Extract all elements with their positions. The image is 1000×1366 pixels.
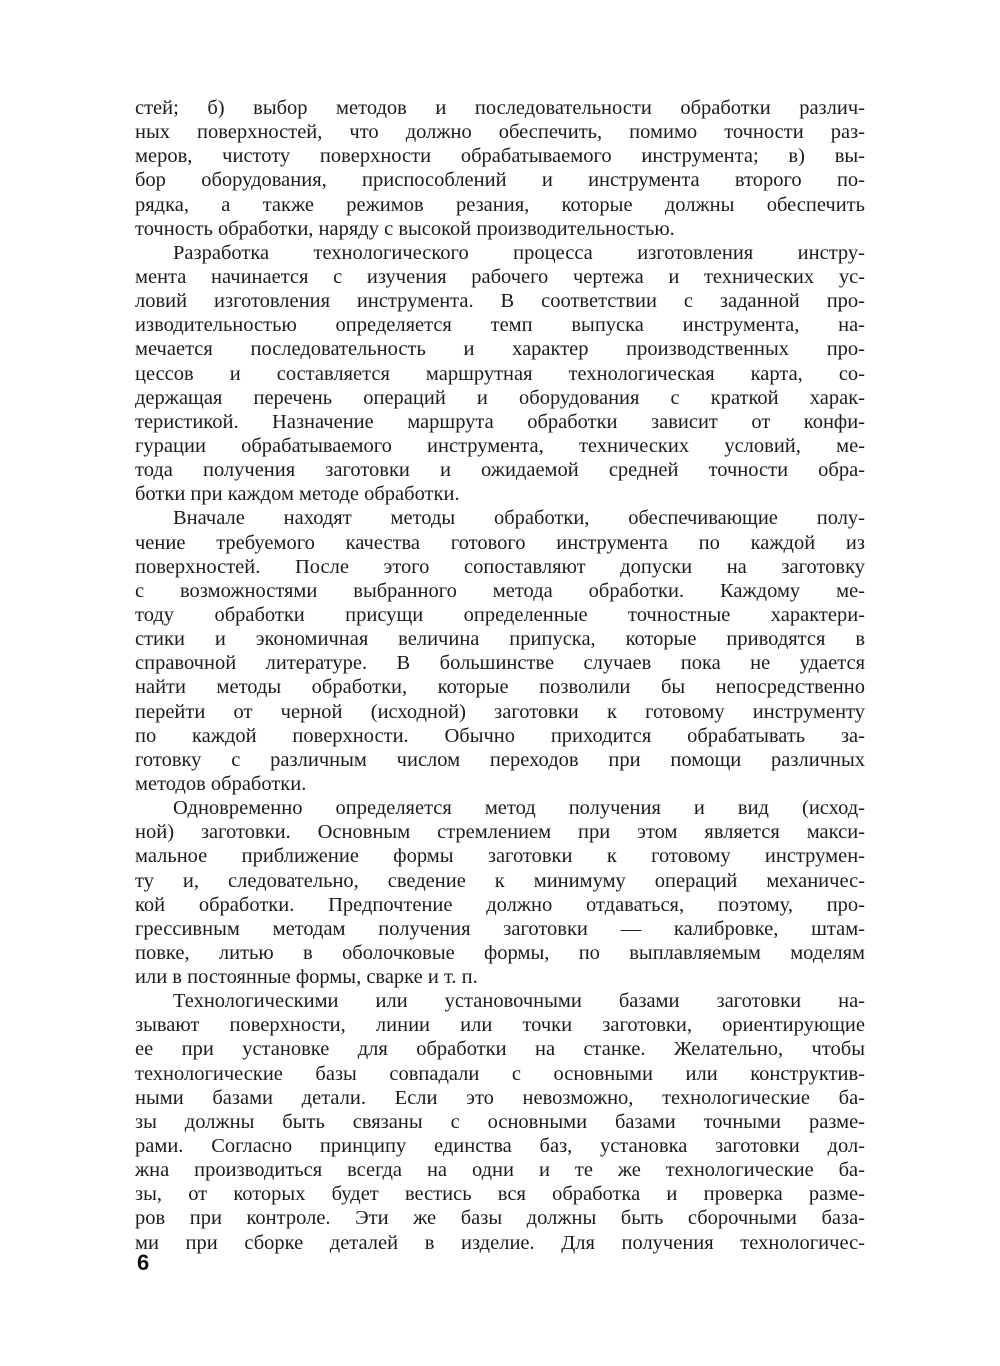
text-line: повке, литью в оболочковые формы, по выплавляемым моделям xyxy=(135,941,865,964)
text-line: изводительностью определяется темп выпуска инструмента, на- xyxy=(135,314,865,337)
text-line: рами. Согласно принципу единства баз, установка заготовки дол- xyxy=(135,1135,865,1158)
text-line: мечается последовательность и характер производственных про- xyxy=(135,338,865,361)
text-line: технологические базы совпадали с основными или конструктив- xyxy=(135,1062,865,1085)
text-line: держащая перечень операций и оборудования с краткой харак- xyxy=(135,386,865,409)
text-line: рядка, а также режимов резания, которые должны обеспечить xyxy=(135,193,865,216)
text-line: ной) заготовки. Основным стремлением при этом является макси- xyxy=(135,821,865,844)
text-line: поверхностей. После этого сопоставляют допуски на заготовку xyxy=(135,555,865,578)
text-line: ловий изготовления инструмента. В соответствии с заданной про- xyxy=(135,290,865,313)
paragraph xyxy=(135,796,865,989)
text-line: точность обработки, наряду с высокой производительностью. xyxy=(135,217,675,240)
text-line: зы, от которых будет вестись вся обработка и проверка разме- xyxy=(135,1183,865,1206)
paragraph xyxy=(135,989,865,1255)
text-line: тода получения заготовки и ожидаемой средней точности обра- xyxy=(135,459,865,482)
text-line: тоду обработки присущи определенные точностные характери- xyxy=(135,603,865,626)
text-line: ту и, следовательно, сведение к минимуму операций механичес- xyxy=(135,869,865,892)
page-number: 6 xyxy=(137,1250,150,1275)
text-line: меров, чистоту поверхности обрабатываемого инструмента; в) вы- xyxy=(135,145,865,168)
text-line: справочной литературе. В большинстве случаев пока не удается xyxy=(135,652,865,675)
text-line: зы должны быть связаны с основными базами точными разме- xyxy=(135,1110,865,1133)
text-line: или в постоянные формы, сварке и т. п. xyxy=(135,966,478,989)
text-line: гурации обрабатываемого инструмента, технических условий, ме- xyxy=(135,434,865,457)
paragraph xyxy=(135,241,865,507)
text-line: ных поверхностей, что должно обеспечить, помимо точности раз- xyxy=(135,121,865,144)
text-line: стики и экономичная величина припуска, которые приводятся в xyxy=(135,628,865,651)
text-line: мента начинается с изучения рабочего чертежа и технических ус- xyxy=(135,265,865,288)
text-line: Вначале находят методы обработки, обеспечивающие полу- xyxy=(173,507,865,530)
text-line: ров при контроле. Эти же базы должны быть сборочными база- xyxy=(135,1207,865,1230)
text-line: ными базами детали. Если это невозможно, технологические ба- xyxy=(135,1086,865,1109)
text-line: теристикой. Назначение маршрута обработки зависит от конфи- xyxy=(135,410,865,433)
page-body-text xyxy=(135,96,865,1255)
text-line: по каждой поверхности. Обычно приходится обрабатывать за- xyxy=(135,724,865,747)
text-line: Одновременно определяется метод получения и вид (исход- xyxy=(173,797,865,820)
text-line: Технологическими или установочными базами заготовки на- xyxy=(173,990,865,1013)
text-line: стей; б) выбор методов и последовательности обработки различ- xyxy=(135,97,865,119)
text-line: перейти от черной (исходной) заготовки к готовому инструменту xyxy=(135,700,865,723)
text-line: Разработка технологического процесса изготовления инстру- xyxy=(173,241,865,264)
text-line: цессов и составляется маршрутная технологическая карта, со- xyxy=(135,362,865,385)
text-line: грессивным методам получения заготовки — калибровке, штам- xyxy=(135,917,865,940)
text-line: бор оборудования, приспособлений и инструмента второго по- xyxy=(135,169,865,192)
text-line: методов обработки. xyxy=(135,772,307,795)
paragraph xyxy=(135,506,865,796)
text-line: ми при сборке деталей в изделие. Для получения технологичес- xyxy=(135,1231,865,1254)
text-line: с возможностями выбранного метода обработки. Каждому ме- xyxy=(135,579,865,602)
paragraph xyxy=(135,96,865,241)
text-line: чение требуемого качества готового инструмента по каждой из xyxy=(135,531,865,554)
text-line: ее при установке для обработки на станке. Желательно, чтобы xyxy=(135,1038,865,1061)
text-line: найти методы обработки, которые позволили бы непосредственно xyxy=(135,676,865,699)
text-line: кой обработки. Предпочтение должно отдаваться, поэтому, про- xyxy=(135,893,865,916)
text-line: готовку с различным числом переходов при помощи различных xyxy=(135,748,865,771)
text-line: ботки при каждом методе обработки. xyxy=(135,483,460,506)
text-line: мальное приближение формы заготовки к готовому инструмен- xyxy=(135,845,865,868)
text-line: жна производиться всегда на одни и те же технологические ба- xyxy=(135,1159,865,1182)
text-line: зывают поверхности, линии или точки заготовки, ориентирующие xyxy=(135,1014,865,1037)
